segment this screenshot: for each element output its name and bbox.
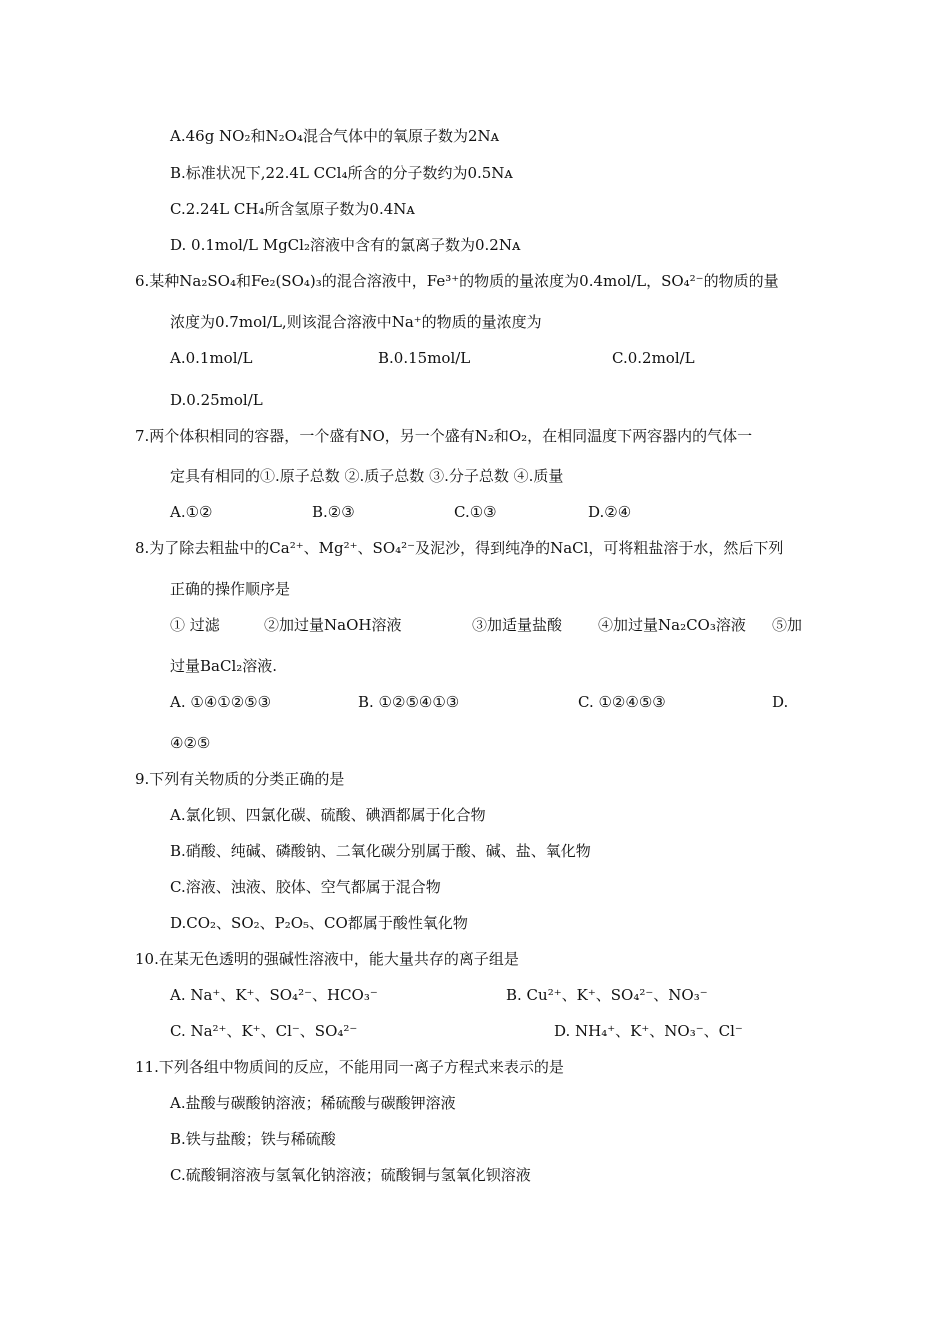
q6-option-d: D.0.25mol/L [170, 391, 263, 409]
q10-option-c: C. Na²⁺、K⁺、Cl⁻、SO₄²⁻ [170, 1022, 358, 1040]
q6-stem-line2: 浓度为0.7mol/L,则该混合溶液中Na⁺的物质的量浓度为 [170, 313, 542, 331]
q7-option-c: C.①③ [454, 503, 497, 521]
q8-step-2: ②加过量NaOH溶液 [264, 616, 402, 634]
q11-stem: 11.下列各组中物质间的反应，不能用同一离子方程式来表示的是 [135, 1058, 564, 1076]
q8-stem-line1: 8.为了除去粗盐中的Ca²⁺、Mg²⁺、SO₄²⁻及泥沙，得到纯净的NaCl，可将粗盐溶于水，然后下列 [135, 539, 784, 557]
q9-option-c: C.溶液、浊液、胶体、空气都属于混合物 [170, 878, 441, 896]
q7-option-a: A.①② [170, 503, 213, 521]
q5-option-c: C.2.24L CH₄所含氢原子数为0.4Nᴀ [170, 200, 415, 218]
q8-option-b: B. ①②⑤④①③ [358, 693, 460, 711]
q5-option-a: A.46g NO₂和N₂O₄混合气体中的氧原子数为2Nᴀ [170, 127, 500, 145]
q7-stem-line1: 7.两个体积相同的容器，一个盛有NO，另一个盛有N₂和O₂，在相同温度下两容器内的气体一 [135, 427, 753, 445]
q8-stem-line2: 正确的操作顺序是 [170, 580, 291, 598]
q8-step-5-end: 过量BaCl₂溶液. [170, 657, 278, 675]
q8-step-3: ③加适量盐酸 [472, 616, 563, 634]
q11-option-b: B.铁与盐酸；铁与稀硫酸 [170, 1130, 336, 1148]
q11-option-a: A.盐酸与碳酸钠溶液；稀硫酸与碳酸钾溶液 [170, 1094, 456, 1112]
q9-option-a: A.氯化钡、四氯化碳、硫酸、碘酒都属于化合物 [170, 806, 486, 824]
q10-stem: 10.在某无色透明的强碱性溶液中，能大量共存的离子组是 [135, 950, 519, 968]
q5-option-b: B.标准状况下,22.4L CCl₄所含的分子数约为0.5Nᴀ [170, 164, 513, 182]
q8-step-5-start: ⑤加 [772, 616, 803, 634]
q6-option-a: A.0.1mol/L [170, 349, 253, 367]
q7-option-d: D.②④ [588, 503, 632, 521]
q8-option-c: C. ①②④⑤③ [578, 693, 666, 711]
q6-option-b: B.0.15mol/L [378, 349, 471, 367]
q6-stem-line1: 6.某种Na₂SO₄和Fe₂(SO₄)₃的混合溶液中，Fe³⁺的物质的量浓度为0.4mol/L，SO₄²⁻的物质的量 [135, 272, 779, 290]
q7-option-b: B.②③ [312, 503, 355, 521]
q7-stem-line2: 定具有相同的①.原子总数 ②.质子总数 ③.分子总数 ④.质量 [170, 467, 564, 485]
q6-option-c: C.0.2mol/L [612, 349, 695, 367]
q9-option-d: D.CO₂、SO₂、P₂O₅、CO都属于酸性氧化物 [170, 914, 468, 932]
q8-option-d-content: ④②⑤ [170, 734, 211, 752]
q8-step-1: ① 过滤 [170, 616, 220, 634]
q8-step-4: ④加过量Na₂CO₃溶液 [598, 616, 746, 634]
q10-option-b: B. Cu²⁺、K⁺、SO₄²⁻、NO₃⁻ [506, 986, 708, 1004]
q9-option-b: B.硝酸、纯碱、磷酸钠、二氧化碳分别属于酸、碱、盐、氧化物 [170, 842, 591, 860]
q8-option-d: D. [772, 693, 789, 711]
q10-option-a: A. Na⁺、K⁺、SO₄²⁻、HCO₃⁻ [170, 986, 378, 1004]
q10-option-d: D. NH₄⁺、K⁺、NO₃⁻、Cl⁻ [554, 1022, 743, 1040]
q9-stem: 9.下列有关物质的分类正确的是 [135, 770, 345, 788]
q8-option-a: A. ①④①②⑤③ [170, 693, 272, 711]
q5-option-d: D. 0.1mol/L MgCl₂溶液中含有的氯离子数为0.2Nᴀ [170, 236, 521, 254]
q11-option-c: C.硫酸铜溶液与氢氧化钠溶液；硫酸铜与氢氧化钡溶液 [170, 1166, 531, 1184]
